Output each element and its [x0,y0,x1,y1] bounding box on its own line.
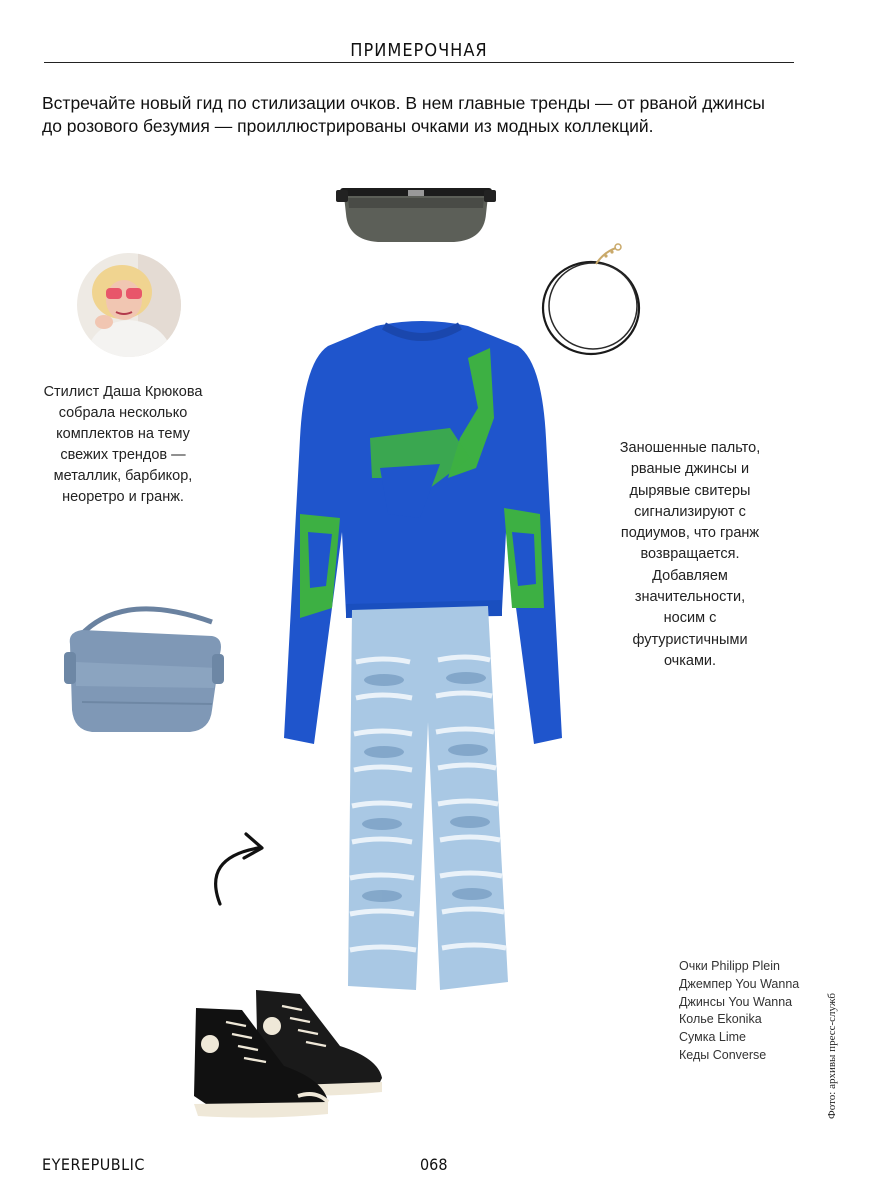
product-credits [679,958,839,1065]
photo-credit: Фото: архивы пресс-служб [826,993,838,1119]
intro-line: до розового безумия — проиллюстрированы очками из модных коллекций. [42,116,654,136]
sneakers-icon [186,986,386,1122]
curved-arrow-icon [206,828,270,908]
caption-line: металлик, барбикор, [53,468,193,484]
trend-description [600,438,780,672]
description-line: дырявые свитеры [629,482,751,499]
footer-brand: EYEREPUBLIC [42,1155,145,1174]
credit-item: Сумка Lime [679,1030,746,1045]
description-line: значительности, [634,589,746,606]
caption-line: Стилист Даша Крюкова [43,384,203,400]
sunglasses-icon [336,184,496,246]
description-line: очками. [663,652,717,669]
description-line: рваные джинсы и [630,461,750,478]
credit-item: Джемпер You Wanna [679,976,800,991]
header-divider [44,62,794,63]
description-line: Добавляем [652,567,728,584]
stylist-avatar [76,252,182,358]
credit-item: Очки Philipp Plein [679,959,780,973]
description-line: футуристичными [632,631,748,648]
page-number: 068 [420,1155,448,1174]
credit-item: Кеды Converse [679,1047,767,1062]
shoulder-bag-icon [62,592,228,734]
credit-item: Колье Ekonika [679,1012,762,1027]
caption-line: свежих трендов — [60,447,186,463]
caption-line: комплектов на тему [56,426,190,442]
description-line: возвращается. [640,546,740,563]
description-line: носим с [663,610,717,627]
intro-paragraph [42,92,822,138]
description-line: подиумов, что гранж [620,525,760,542]
ripped-jeans-icon [340,602,514,996]
caption-line: собрала несколько [58,405,188,421]
credit-item: Джинсы You Wanna [679,994,793,1009]
description-line: Заношенные пальто, [619,440,761,456]
caption-line: неоретро и гранж. [62,489,184,505]
description-line: сигнализируют с [634,503,746,520]
intro-line: Встречайте новый гид по стилизации очков. В нем главные тренды — от рваной джинсы [42,93,765,113]
section-title: ПРИМЕРОЧНАЯ [350,40,488,61]
stylist-caption [18,382,228,508]
